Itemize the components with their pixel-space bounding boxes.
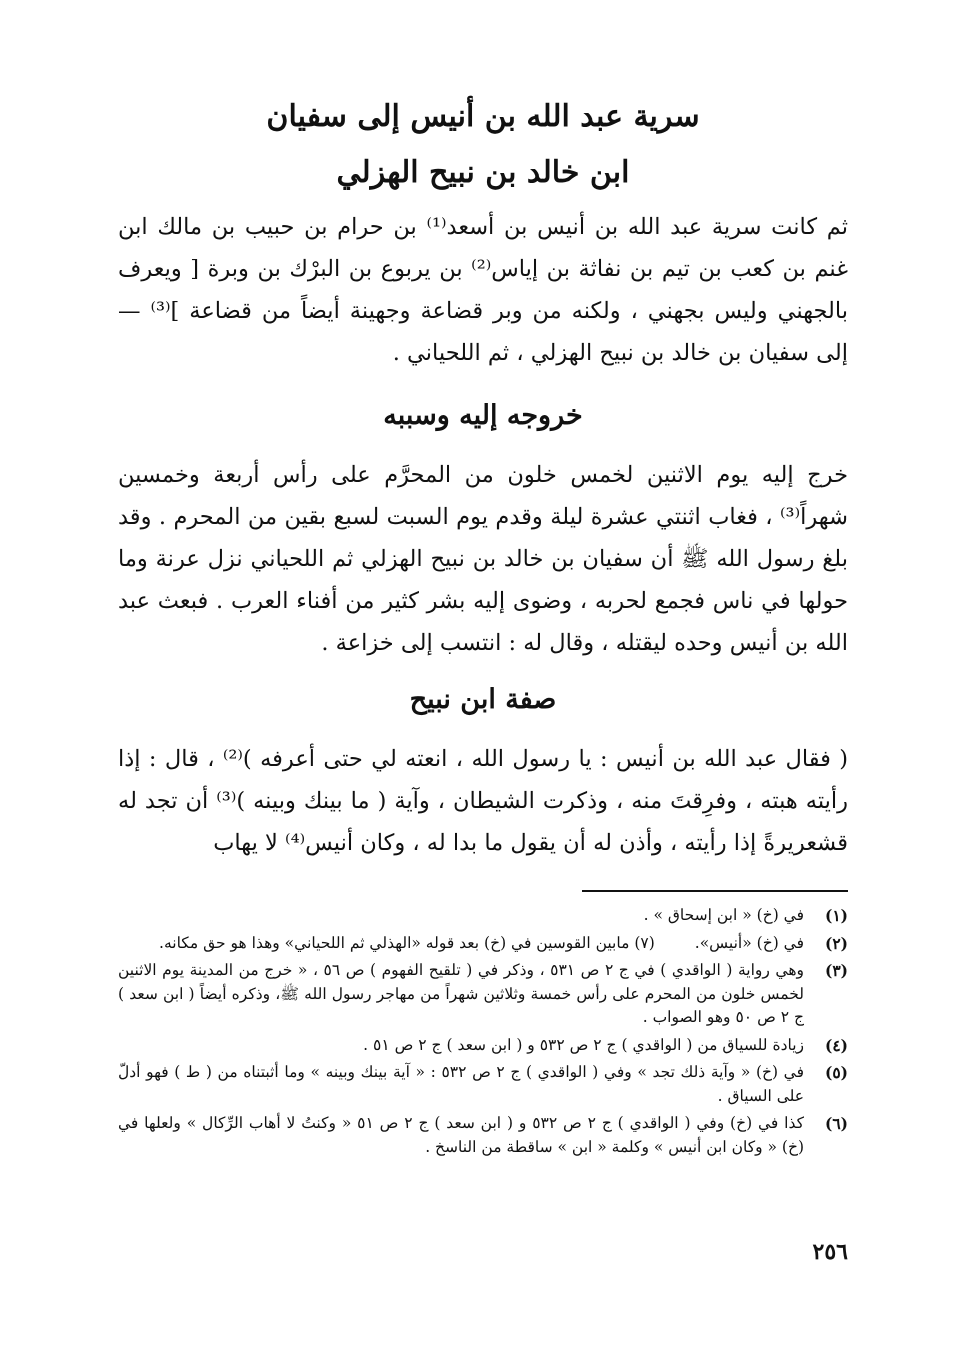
description-paragraph: ( فقال عبد الله بن أنيس : يا رسول الله ، انعته لي حتى أعرفه )⁽²⁾ ، قال : إذا رأيته هبته ، وفرِقتَ منه ، وذكرت الشيطان ، وآية ( ما بينك وبينه )⁽³⁾ أن تجد له قشعريرةً إذا رأيته ، وأذن له أن يقول ما بدا له ، وكان أنيس⁽⁴⁾ لا يهاب [118,746,848,856]
footnote-text [118,1112,804,1159]
footnote-number: (٤) [824,1035,848,1055]
footnote-number: (٢) [824,933,848,953]
footnote-body: في (خ) «أنيس». [694,933,804,952]
footnote-text [118,1061,804,1108]
footnote-text [118,1034,804,1058]
footnote-divider [582,890,848,892]
footnote-number: (٦) [824,1114,848,1133]
footnote-item [118,932,848,956]
footnote-number: (١) [824,906,848,925]
footnote-aside: (٧) مابين القوسين في (خ) بعد قوله «الهذلي ثم اللحياني» وهذا هو حق مكانه. [159,933,655,952]
footnotes-list [118,904,848,1159]
footnote-text [118,959,804,1030]
footnote-text [118,932,804,956]
footnote-body: وهي رواية ( الواقدي ) في ج ٢ ص ٥٣١ ، وذكر في ( تلقيح الفهوم ) ص ٥٦ ، « خرج من المدينة يوم الاثنين لخمس خلون من المحرم على رأس خمسة وثلاثين شهراً من مهاجر رسول الله ﷺ، وذكره أيضاً ( ابن سعد ) ج ٢ ص ٥٠ وهو الصواب . [118,961,804,1026]
section-heading-description: صفة ابن نبيح [409,684,557,715]
footnote-body: كذا في (خ) وفي ( الواقدي ) ج ٢ ص ٥٣٢ و ( ابن سعد ) ج ٢ ص ٥١ « وكنتُ لا أهاب الرِّكال » ولعلها في (خ) « وكان ابن أنيس » وكلمة « ابن » ساقطة من الناسخ . [118,1114,804,1156]
footnote-number: (٣) [824,961,848,980]
footnote-item [118,1034,848,1058]
chapter-title-line-2: ابن خالد بن نبيح الهزلي [336,155,630,190]
footnote-body: في (خ) « وآية ذلك تجد » وفي ( الواقدي ) ج ٢ ص ٥٣٢ : « آية بينك وبينه » وما أثبتناه من ( ط ) فهو أدلّ على السياق . [118,1063,804,1105]
footnote-body: زيادة للسياق من ( الواقدي ) ج ٢ ص ٥٣٢ و ( ابن سعد ) ج ٢ ص ٥١ . [363,1035,804,1054]
footnote-item [118,1061,848,1108]
document-page [118,88,848,1338]
footnote-body: في (خ) « ابن إسحاق » . [643,906,804,924]
page-number: ٢٥٦ [812,1239,848,1265]
footnote-item [118,959,848,1030]
footnote-text [118,904,804,928]
departure-paragraph: خرج إليه يوم الاثنين لخمس خلون من المحرَّم على رأس أربعة وخمسين شهراً⁽³⁾ ، فغاب اثنتي عشرة ليلة وقدم يوم السبت لسبع بقين من المحرم . وقد بلغ رسول الله ﷺ أن سفيان بن خالد بن نبيح الهزلي ثم اللحياني نزل عرنة وما حولها في ناس فجمع لحربه ، وضوى إليه بشر كثير من أفناء العرب . فبعث عبد الله بن أنيس وحده ليقتله ، وقال له : انتسب إلى خزاعة . [118,462,848,656]
footnote-item [118,904,848,928]
chapter-title-line-1: سرية عبد الله بن أنيس إلى سفيان [266,99,700,134]
footnote-item [118,1112,848,1159]
intro-paragraph: ثم كانت سرية عبد الله بن أنيس بن أسعد⁽¹⁾ بن حرام بن حبيب بن مالك ابن غنم بن كعب بن تيم بن نفاثة بن إياس⁽²⁾ بن يربوع بن البرْك بن وبرة [ ويعرف بالجهني وليس بجهني ، ولكنه من وبر قضاعة وجهينة أيضاً من قضاعة ]⁽³⁾ — إلى سفيان بن خالد بن نبيح الهزلي ، ثم اللحياني . [118,214,848,366]
footnote-number: (٥) [824,1063,848,1082]
section-heading-departure: خروجه إليه وسببه [383,400,583,431]
